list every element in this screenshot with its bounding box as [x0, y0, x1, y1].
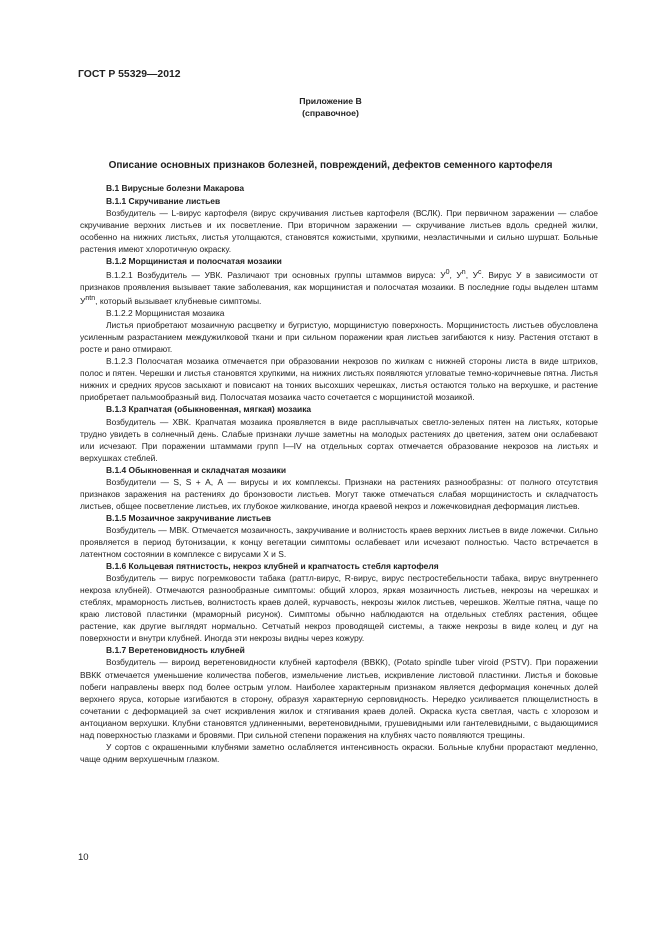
paragraph: Возбудитель — вирус погремковости табака (раттл-вирус, R-вирус, вирус пестростебельности табака, вирус внутреннего некроза клубней). Отмечаются разнообразные симптомы: общий хлороз, яркая мозаичность листьев, некрозы на черешках и стеблях, мраморность листьев, волнистость краев долей, курчавость, некрозы жилок листьев, черешков. Желтые пятна, чаще по краю листовой пластинки (мраморный рисунок). Симптомы обычно наблюдаются на отдельных стеблях растения, общее растение, как другие выглядят нормально. Сетчатый некроз проводящей системы, а также некрозы в виде колец и дуг на поверхности и внутри клубней. Иногда эти некрозы видны через кожуру.	[80, 573, 598, 644]
paragraph: Возбудитель — вироид веретеновидности клубней картофеля (ВВКК), (Potato spindle tuber viroid (PSTV). При поражении ВВКК отмечается уменьшение количества побегов, измельчение листьев, искривление листовой пластинки. Листья и боковые побеги направлены вверх под более острым углом. Наиболее характерным признаком является деформация конечных долей верхнего яруса, которые изгибаются в сторону, образуя характерную серповидность. Нередко усиливается плющелистность в сочетании с деформацией за счет искривления жилок и стягивания краев долей. Окраска куста светлая, часть с хлорозом и антоцианом верхушки. Клубни становятся удлиненными, веретеновидными, грушевидными или гантелевидными, с выдающимися над поверхностью глазками и бровями. При сильной степени поражения на клубнях часто появляются трещины.	[80, 657, 598, 740]
subsection-heading: В.1.4 Обыкновенная и складчатая мозаики	[106, 464, 287, 475]
page-number: 10	[78, 852, 89, 863]
appendix-type: (справочное)	[302, 108, 359, 118]
paragraph: В.1.2.1 Возбудитель — УВК. Различают три основных группы штаммов вируса: $У^0$, $У^n$, $У^c$. Вирус У в зависимости от признаков проявления вызывает такие заболевания, как морщинистая и полосчатая мозаики. В последние годы выделен штамм $У^{ntn}$, который вызывает клубневые симптомы.	[80, 269, 598, 307]
subsection-heading: В.1.7 Веретеновидность клубней	[106, 645, 245, 656]
paragraph: Возбудитель — L-вирус картофеля (вирус скручивания листьев картофеля (ВСЛК). При первичном заражении — слабое скручивание верхних листьев и их посветление. При вторичном заражении — скручивание листьев вдоль средней жилки, особенно на нижних листьях, листья утолщаются, становятся кожистыми, хрупкими, неэластичными и сильно шуршат. Больные растения имеют хлоротичную окраску.	[80, 208, 598, 255]
paragraph: У сортов с окрашенными клубнями заметно ослабляется интенсивность окраски. Больные клубни прорастают медленно, чаще одним верхушечным глазком.	[80, 741, 598, 764]
paragraph: Возбудитель — ХВК. Крапчатая мозаика проявляется в виде расплывчатых светло-зеленых пятен на листьях, которые трудно увидеть в солнечный день. Слабые признаки лучше заметны на молодых растениях до цветения, затем они ослабевают или исчезают. При поражении штаммами групп I—IV на отдельных сортах отмечается образование некрозов на листьях и верхушках стеблей.	[80, 416, 598, 463]
appendix-label: Приложение В	[299, 96, 362, 106]
subsection-heading: В.1.2.2 Морщинистая мозаика	[106, 308, 225, 319]
paragraph: Возбудитель — МВК. Отмечается мозаичность, закручивание и волнистость краев верхних листьев в виде ложечки. Сильно проявляется в период бутонизации, к концу вегетации симптомы ослабевает или исчезают полностью. Часто встречается в латентном состоянии в комплексе с вирусами Х и S.	[80, 524, 598, 560]
paragraph: В.1.2.3 Полосчатая мозаика отмечается при образовании некрозов по жилкам с нижней стороны листа в виде штрихов, полос и пятен. Черешки и листья становятся хрупкими, на нижних листьях появляются угловатые темно-коричневые пятна. Листья нижних и средних ярусов засыхают и повисают на тонких высохших черешках, листья остаются только на верхушке, и растение приобретает пальмообразный вид. Полосчатая мозаика часто сочетается с морщинистой мозаикой.	[80, 356, 598, 403]
paragraph: Возбудители — S, S + А, А — вирусы и их комплексы. Признаки на растениях разнообразны: от полного отсутствия признаков заражения на растениях до бронзовости листьев. Могут также отмечаться слабая морщинистость и складчатость листьев, общее посветление листьев, их глубокое жилкование, иногда краевой некроз и ложечковидная деформация листьев.	[80, 476, 598, 511]
document-code: ГОСТ Р 55329—2012	[78, 69, 181, 80]
subsection-heading: В.1.2 Морщинистая и полосчатая мозаики	[106, 256, 282, 267]
body-text	[80, 182, 598, 765]
paragraph: Листья приобретают мозаичную расцветку и бугристую, морщинистую поверхность. Морщинистость листьев обусловлена усиленным разрастанием междужилковой ткани и при сильном поражении края листьев загибаются к низу. Растения отстают в росте и рано отмирают.	[80, 320, 598, 355]
subsection-heading: В.1.3 Крапчатая (обыкновенная, мягкая) мозаика	[106, 404, 312, 415]
page-title: Описание основных признаков болезней, повреждений, дефектов семенного картофеля	[108, 160, 553, 171]
subsection-heading: В.1.5 Мозаичное закручивание листьев	[106, 512, 272, 523]
section-heading: В.1 Вирусные болезни Макарова	[106, 183, 245, 193]
subsection-heading: В.1.1 Скручивание листьев	[106, 196, 221, 207]
subsection-heading: В.1.6 Кольцевая пятнистость, некроз клубней и крапчатость стебля картофеля	[106, 561, 439, 572]
